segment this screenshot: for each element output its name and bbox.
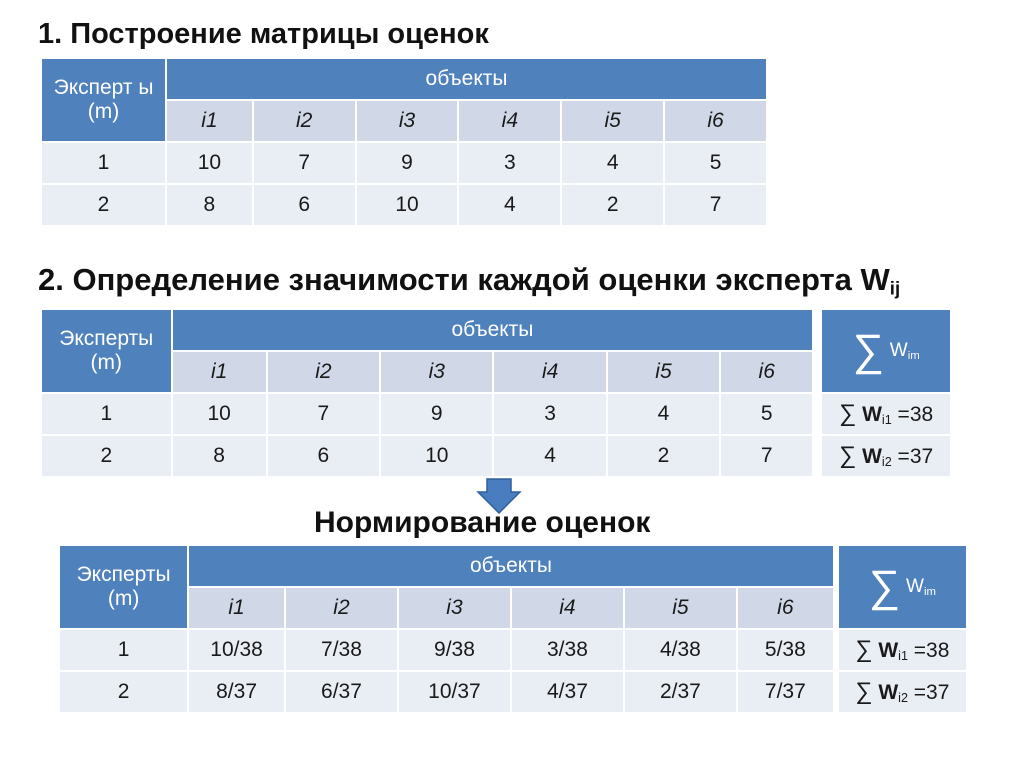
- sum-weight-cell: ∑ $W_{i1} =38$: [822, 394, 950, 434]
- column-header: i4: [494, 352, 605, 392]
- value-cell: 9: [357, 143, 458, 183]
- column-header: i1: [167, 101, 252, 141]
- table-row: [42, 143, 766, 183]
- column-header: i3: [357, 101, 458, 141]
- value-cell: 4: [494, 436, 605, 476]
- column-header: i1: [189, 588, 284, 628]
- column-header: i3: [399, 588, 510, 628]
- value-cell: 8/37: [189, 672, 284, 712]
- expert-cell: 1: [42, 394, 171, 434]
- sum-icon: ∑: [839, 442, 857, 469]
- expert-cell: 2: [60, 672, 187, 712]
- value-cell: 2/37: [625, 672, 736, 712]
- value-cell: 10: [167, 143, 252, 183]
- table-row: [42, 185, 766, 225]
- value-cell: 7: [254, 143, 355, 183]
- sum-weight-header: ∑ $W_{im}$: [839, 546, 966, 628]
- experts-header: Эксперты (m): [60, 546, 187, 628]
- value-cell: 10: [357, 185, 458, 225]
- score-matrix-table: [40, 57, 768, 227]
- column-header: i2: [254, 101, 355, 141]
- objects-header: объекты: [167, 59, 766, 99]
- column-header: i2: [268, 352, 379, 392]
- column-header: i3: [381, 352, 492, 392]
- value-cell: 4/37: [512, 672, 623, 712]
- value-cell: 7/38: [286, 630, 397, 670]
- value-cell: 4: [562, 143, 663, 183]
- sum-weight-header: ∑ $W_{im}$: [822, 310, 950, 392]
- value-cell: 4: [459, 185, 560, 225]
- column-header: i1: [173, 352, 266, 392]
- value-cell: 8: [173, 436, 266, 476]
- value-cell: 2: [608, 436, 719, 476]
- column-header: i5: [625, 588, 736, 628]
- column-header: i5: [608, 352, 719, 392]
- value-cell: 10: [173, 394, 266, 434]
- value-cell: 6/37: [286, 672, 397, 712]
- expert-cell: 2: [42, 185, 165, 225]
- column-header: i2: [286, 588, 397, 628]
- sum-weight-cell: ∑ $W_{i1} =38$: [839, 630, 966, 670]
- experts-header: Эксперт ы (m): [42, 59, 165, 141]
- value-cell: 5: [665, 143, 766, 183]
- column-header: i5: [562, 101, 663, 141]
- table-row: [60, 672, 966, 712]
- value-cell: 2: [562, 185, 663, 225]
- expert-cell: 1: [60, 630, 187, 670]
- value-cell: 5: [721, 394, 812, 434]
- objects-header: объекты: [173, 310, 813, 350]
- section2-title: 2. Определение значимости каждой оценки эксперта $W_{ij}$: [38, 262, 901, 299]
- value-cell: 10/38: [189, 630, 284, 670]
- table-row: [42, 436, 950, 476]
- section1-title: 1. Построение матрицы оценок: [38, 18, 489, 50]
- sum-icon: ∑: [852, 326, 884, 375]
- sum-weight-cell: ∑ $W_{i2} =37$: [839, 672, 966, 712]
- objects-header: объекты: [189, 546, 833, 586]
- section3-title: Нормирование оценок: [314, 506, 651, 539]
- expert-weight-table: [40, 308, 952, 478]
- value-cell: 3/38: [512, 630, 623, 670]
- value-cell: 7: [268, 394, 379, 434]
- value-cell: 8: [167, 185, 252, 225]
- experts-header: Эксперты (m): [42, 310, 171, 392]
- value-cell: 9: [381, 394, 492, 434]
- sum-icon: ∑: [868, 562, 901, 611]
- value-cell: 10/37: [399, 672, 510, 712]
- table-row: [60, 630, 966, 670]
- value-cell: 3: [494, 394, 605, 434]
- column-header: i6: [738, 588, 833, 628]
- value-cell: 3: [459, 143, 560, 183]
- value-cell: 7: [721, 436, 812, 476]
- column-header: i4: [459, 101, 560, 141]
- sum-icon: ∑: [855, 636, 873, 663]
- sum-icon: ∑: [839, 400, 857, 427]
- value-cell: 10: [381, 436, 492, 476]
- value-cell: 5/38: [738, 630, 833, 670]
- value-cell: 7: [665, 185, 766, 225]
- value-cell: 6: [254, 185, 355, 225]
- value-cell: 9/38: [399, 630, 510, 670]
- normalized-score-table: [58, 544, 968, 714]
- table-row: [42, 394, 950, 434]
- value-cell: 4/38: [625, 630, 736, 670]
- sum-icon: ∑: [855, 678, 873, 705]
- expert-cell: 1: [42, 143, 165, 183]
- value-cell: 7/37: [738, 672, 833, 712]
- column-header: i4: [512, 588, 623, 628]
- value-cell: 6: [268, 436, 379, 476]
- column-header: i6: [665, 101, 766, 141]
- sum-weight-cell: ∑ $W_{i2} =37$: [822, 436, 950, 476]
- value-cell: 4: [608, 394, 719, 434]
- column-header: i6: [721, 352, 812, 392]
- expert-cell: 2: [42, 436, 171, 476]
